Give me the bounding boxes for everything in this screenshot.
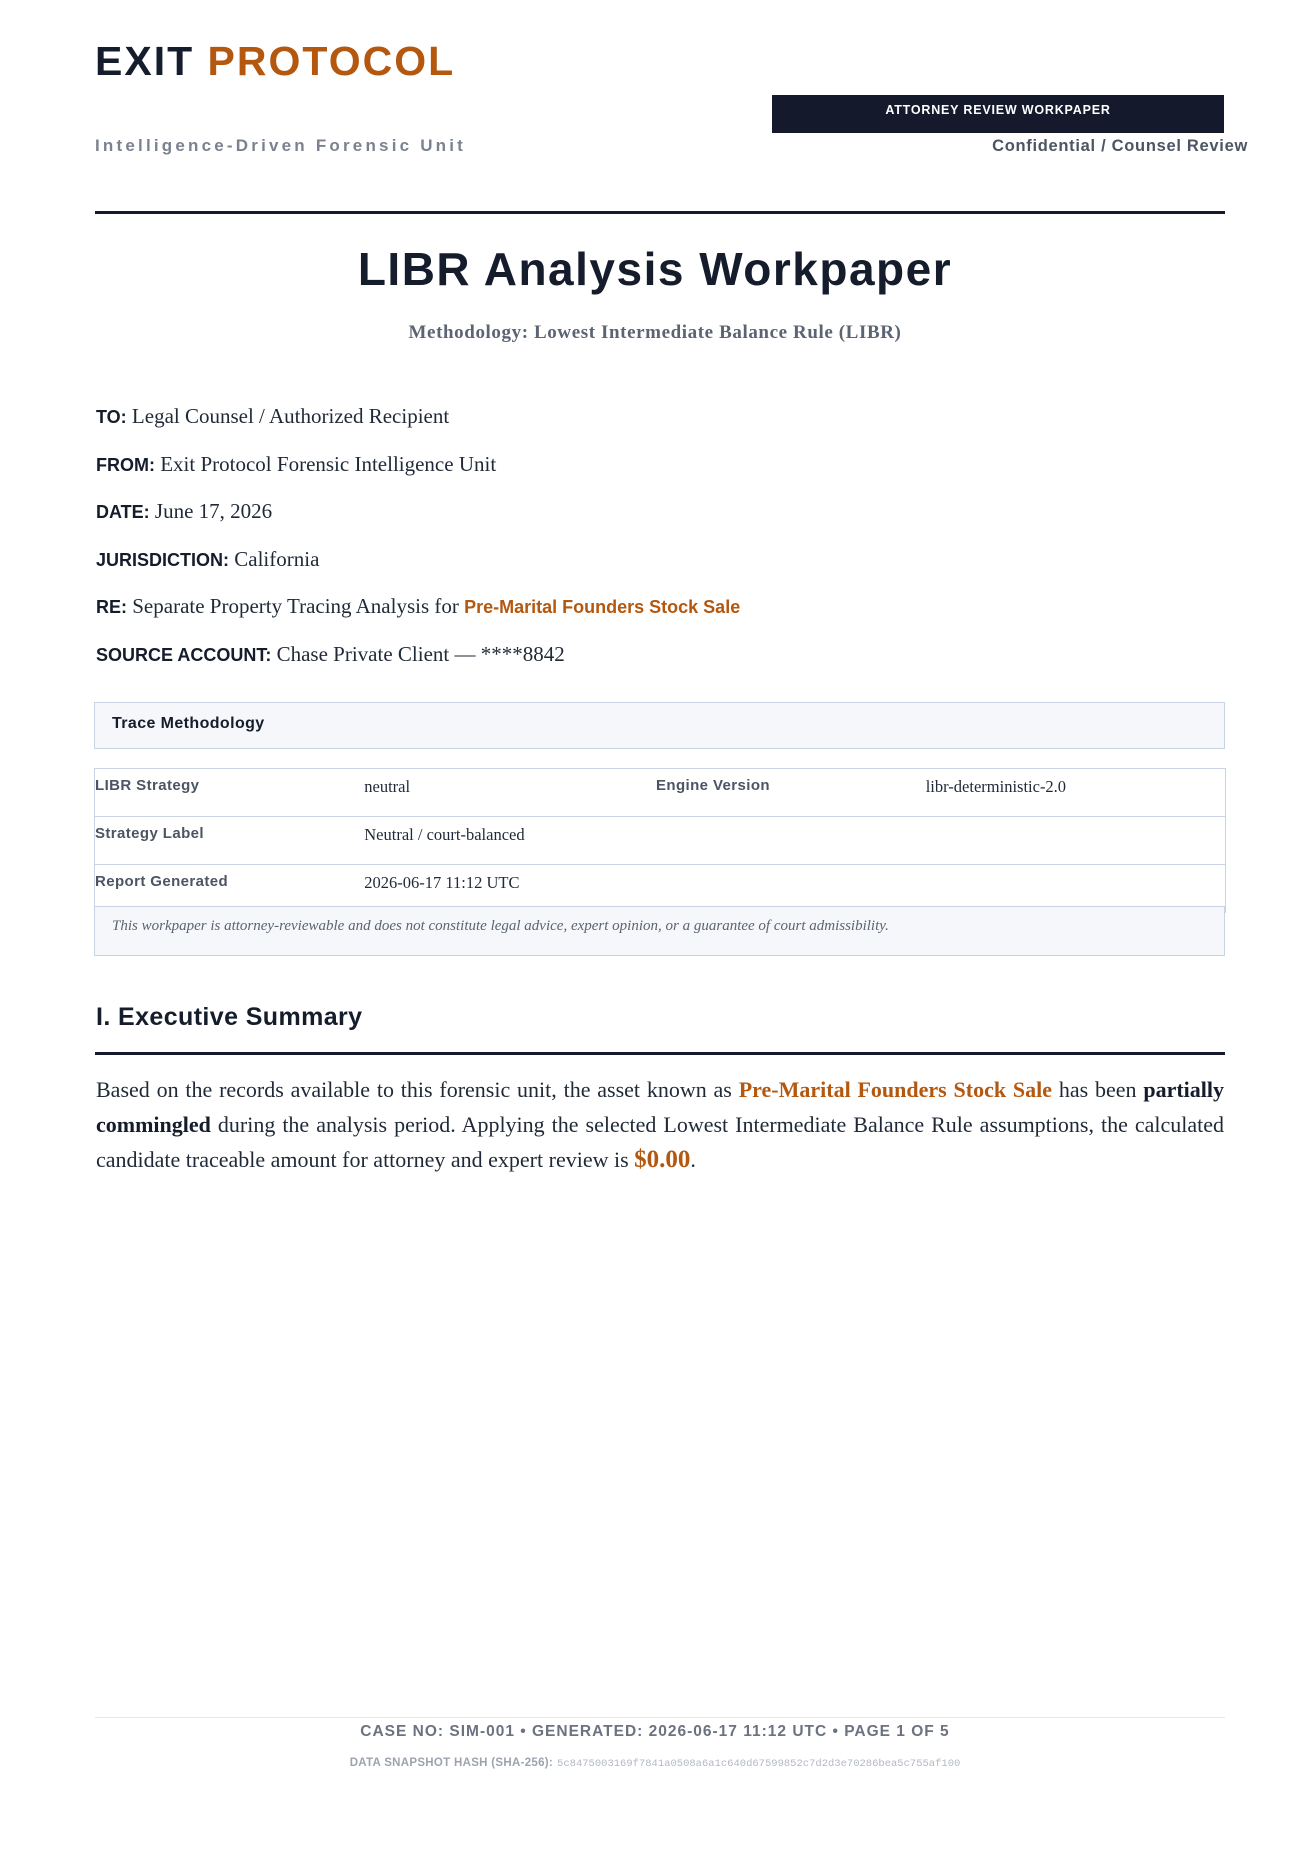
summary-text: has been xyxy=(1058,1077,1137,1102)
memo-re-label: RE: xyxy=(96,597,127,617)
disclaimer-box xyxy=(94,906,1225,956)
footer-case-info: CASE NO: SIM-001 • GENERATED: 2026-06-17 11:12 UTC • PAGE 1 OF 5 xyxy=(360,1723,950,1740)
memo-to-label: TO: xyxy=(96,407,127,427)
memo-re-value: Separate Property Tracing Analysis for xyxy=(132,594,459,618)
memo-from-value: Exit Protocol Forensic Intelligence Unit xyxy=(160,451,497,476)
disclaimer-text: This workpaper is attorney-reviewable and does not constitute legal advice, expert opinion, or a guarantee of court admissibility. xyxy=(112,918,889,934)
summary-asset: Pre-Marital Founders Stock Sale xyxy=(738,1077,1053,1102)
summary-text: . xyxy=(690,1147,696,1172)
confidentiality-label: Confidential / Counsel Review xyxy=(992,137,1248,155)
method-value: 2026-06-17 11:12 UTC xyxy=(364,865,656,913)
memo-from-label: FROM: xyxy=(96,454,155,475)
executive-summary-paragraph xyxy=(96,1072,1224,1177)
brand-accent: PROTOCOL xyxy=(207,38,456,84)
section-heading: I. Executive Summary xyxy=(96,1003,363,1031)
table-row xyxy=(95,817,1226,865)
document-title: LIBR Analysis Workpaper xyxy=(357,243,953,295)
memo-source-label: SOURCE ACCOUNT: xyxy=(96,644,272,665)
methodology-header xyxy=(94,702,1225,749)
summary-text: Based on the records available to this forensic unit, the asset known as xyxy=(96,1077,732,1102)
memo-source-value: Chase Private Client — ****8842 xyxy=(276,641,565,666)
brand-main: EXIT xyxy=(95,38,195,84)
hash-value: 5c8475003169f7841a0508a6a1c640d67599852c7d2d3e70286bea5c755af100 xyxy=(557,1758,961,1770)
method-value: Neutral / court-balanced xyxy=(364,817,656,865)
footer-hash xyxy=(0,1753,1310,1771)
method-key: Strategy Label xyxy=(95,817,365,865)
memo-from xyxy=(96,452,1216,500)
table-row xyxy=(95,769,1226,817)
memo-jurisdiction-value: California xyxy=(234,546,320,571)
method-key xyxy=(656,817,926,865)
memo-block xyxy=(96,404,1216,689)
memo-date-value: June 17, 2026 xyxy=(154,499,273,523)
memo-to-value: Legal Counsel / Authorized Recipient xyxy=(131,404,450,428)
summary-amount: $0.00 xyxy=(634,1146,691,1173)
section-divider xyxy=(95,1052,1225,1055)
methodology-table xyxy=(94,768,1226,913)
method-value xyxy=(926,817,1226,865)
method-key: LIBR Strategy xyxy=(95,769,365,817)
method-key: Report Generated xyxy=(95,865,365,913)
methodology-heading: Trace Methodology xyxy=(112,715,265,732)
footer-divider xyxy=(95,1717,1225,1718)
memo-source-account xyxy=(96,642,1216,690)
summary-status: partially commingled xyxy=(96,1077,1225,1137)
memo-jurisdiction-label: JURISDICTION: xyxy=(96,549,230,570)
memo-re xyxy=(96,594,1216,642)
workpaper-badge: ATTORNEY REVIEW WORKPAPER xyxy=(772,95,1224,133)
memo-date xyxy=(96,499,1216,547)
hash-label: DATA SNAPSHOT HASH (SHA-256): xyxy=(349,1757,554,1769)
brand-subtitle: Intelligence-Driven Forensic Unit xyxy=(95,136,467,155)
method-value: libr-deterministic-2.0 xyxy=(926,769,1226,817)
memo-date-label: DATE: xyxy=(96,502,150,522)
document-subtitle: Methodology: Lowest Intermediate Balance Rule (LIBR) xyxy=(408,322,902,343)
memo-to xyxy=(96,404,1216,452)
memo-jurisdiction xyxy=(96,547,1216,595)
summary-text: during the analysis period. Applying the selected Lowest Intermediate Balance Rule assumptions, the calculated candidate traceable amount for attorney and expert review is xyxy=(96,1112,1224,1172)
method-key: Engine Version xyxy=(656,769,926,817)
memo-re-asset: Pre-Marital Founders Stock Sale xyxy=(464,597,741,617)
method-value: neutral xyxy=(364,769,656,817)
header-divider xyxy=(95,211,1225,214)
brand-logo xyxy=(95,38,455,85)
